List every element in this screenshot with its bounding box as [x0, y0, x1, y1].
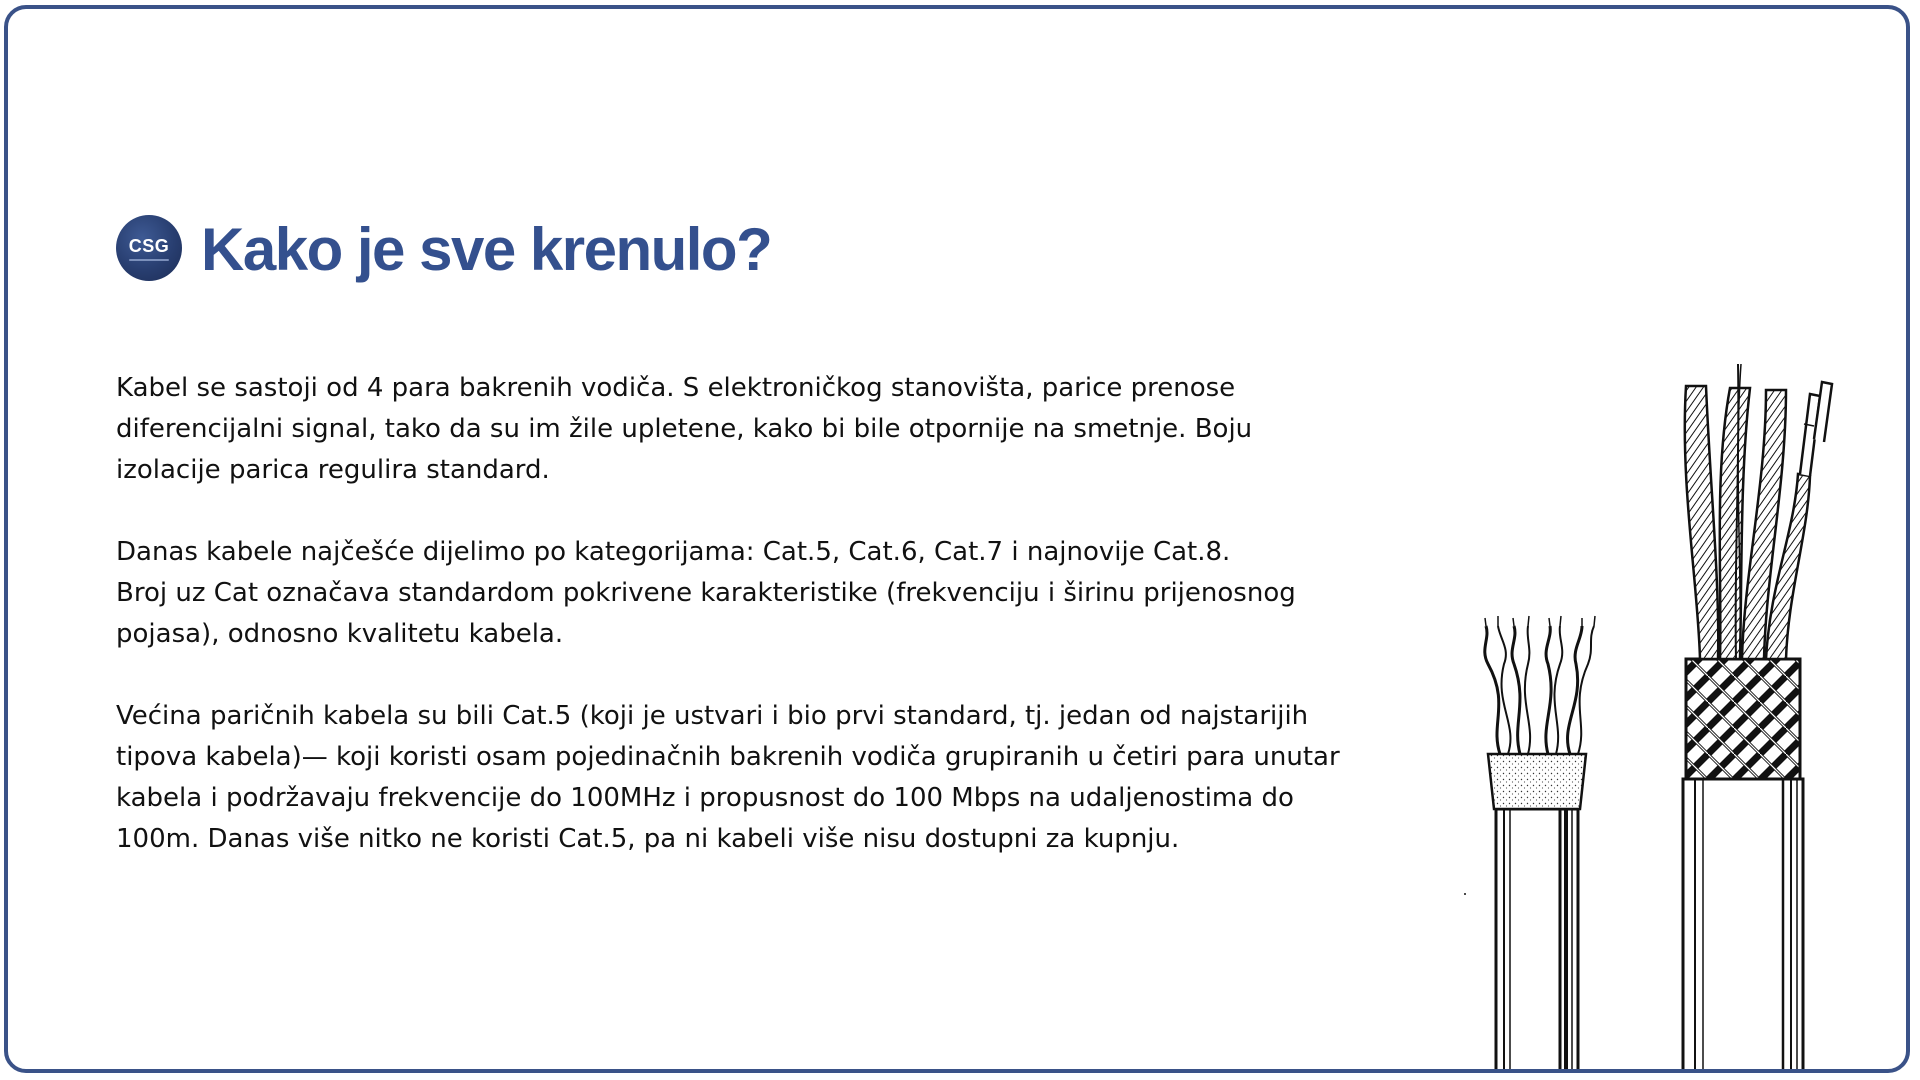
twisted-pair-cables-illustration: [1448, 364, 1868, 1073]
paragraph-2: [116, 532, 1416, 655]
text-line: izolacije parica regulira standard.: [116, 455, 550, 485]
text-line: diferencijalni signal, tako da su im žile upletene, kako bi bile otpornije na smetnje. Boju: [116, 414, 1253, 444]
paragraph-3: [116, 696, 1416, 860]
paragraph-1: [116, 368, 1416, 491]
text-line: Broj uz Cat označava standardom pokrivene karakteristike (frekvenciju i širinu prijenosnog: [116, 578, 1296, 608]
text-line: Danas kabele najčešće dijelimo po kategorijama: Cat.5, Cat.6, Cat.7 i najnovije Cat.8.: [116, 537, 1231, 567]
utp-cable-drawing: [1485, 616, 1595, 1073]
slide-frame: [4, 5, 1910, 1073]
text-line: tipova kabela)— koji koristi osam pojedinačnih bakrenih vodiča grupiranih u četiri para unutar: [116, 742, 1340, 772]
logo-subline: [129, 259, 169, 261]
text-line: Kabel se sastoji od 4 para bakrenih vodiča. S elektroničkog stanovišta, parice prenose: [116, 373, 1236, 403]
text-line: Većina paričnih kabela su bili Cat.5 (koji je ustvari i bio prvi standard, tj. jedan od najstarijih: [116, 701, 1309, 731]
text-line: kabela i podržavaju frekvencije do 100MHz i propusnost do 100 Mbps na udaljenostima do: [116, 783, 1294, 813]
text-line: pojasa), odnosno kvalitetu kabela.: [116, 619, 564, 649]
csg-logo-icon: [116, 215, 182, 281]
logo-text: CSG: [128, 236, 170, 256]
text-line: 100m. Danas više nitko ne koristi Cat.5, pa ni kabeli više nisu dostupni za kupnju.: [116, 824, 1180, 854]
stp-cable-drawing: [1683, 364, 1832, 1073]
page-title: Kako je sve krenulo?: [201, 216, 772, 283]
body-text: [116, 368, 1416, 901]
stray-dot: [1464, 893, 1466, 895]
